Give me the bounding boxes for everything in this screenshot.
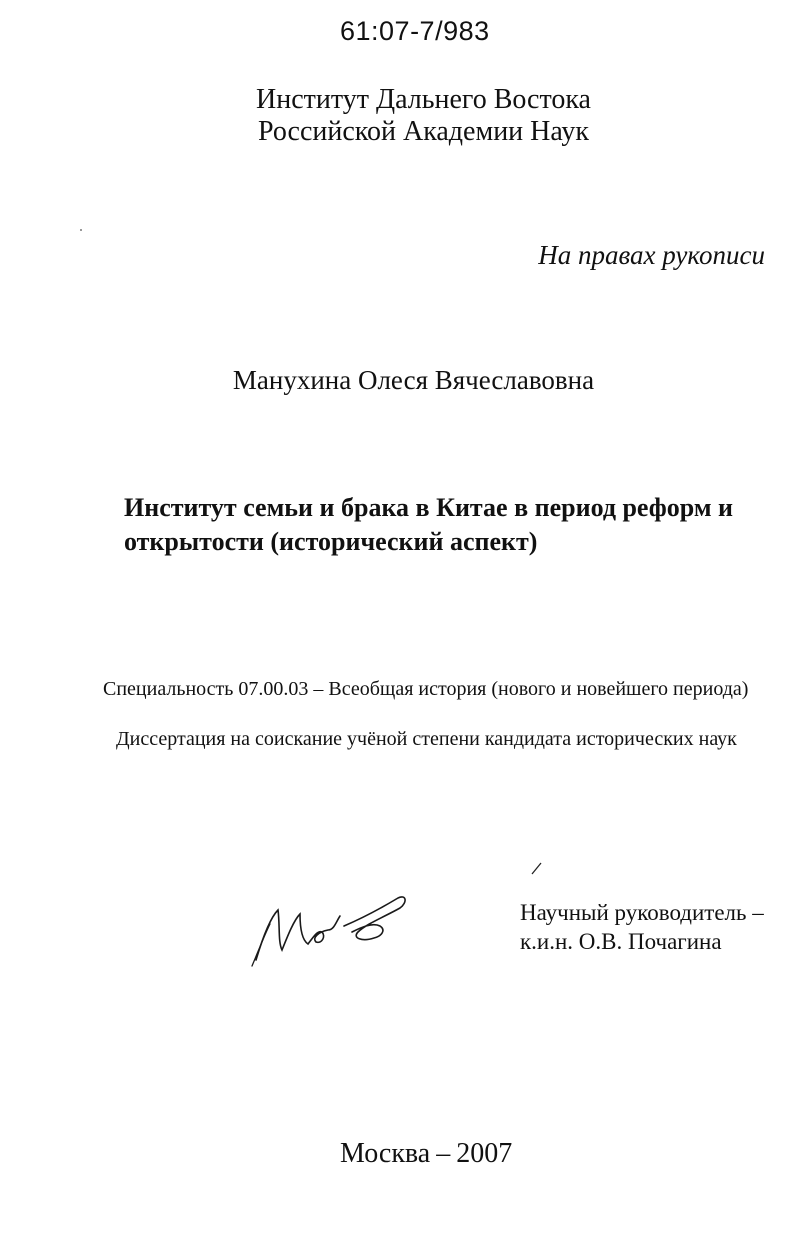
- city: Москва: [340, 1138, 431, 1169]
- degree-line: Диссертация на соискание учёной степени кандидата исторических наук: [116, 728, 737, 750]
- scan-speck: [80, 229, 82, 231]
- city-year-separator: –: [436, 1138, 451, 1169]
- supervisor-name: к.и.н. О.В. Почагина: [520, 929, 722, 954]
- year: 2007: [456, 1138, 513, 1169]
- handwritten-signature: [248, 880, 418, 970]
- scientific-supervisor: [520, 898, 764, 956]
- supervisor-role: Научный руководитель –: [520, 900, 764, 925]
- specialty-line: Специальность 07.00.03 – Всеобщая история (нового и новейшего периода): [103, 678, 749, 700]
- institute-name-line-2: Российской Академии Наук: [257, 116, 589, 147]
- pen-tick-mark: [530, 860, 544, 876]
- dissertation-title-line-2: открытости (исторический аспект): [124, 527, 538, 556]
- institute-name-line-1: Институт Дальнего Востока: [256, 84, 591, 115]
- dissertation-title-line-1: Институт семьи и брака в Китае в период реформ и: [124, 493, 734, 522]
- manuscript-rights-note: На правах рукописи: [538, 240, 765, 270]
- author-name: Манухина Олеся Вячеславовна: [232, 365, 595, 395]
- city-and-year: [340, 1138, 512, 1170]
- dissertation-title: [124, 491, 744, 559]
- catalog-code: 61:07-7/983: [340, 16, 490, 46]
